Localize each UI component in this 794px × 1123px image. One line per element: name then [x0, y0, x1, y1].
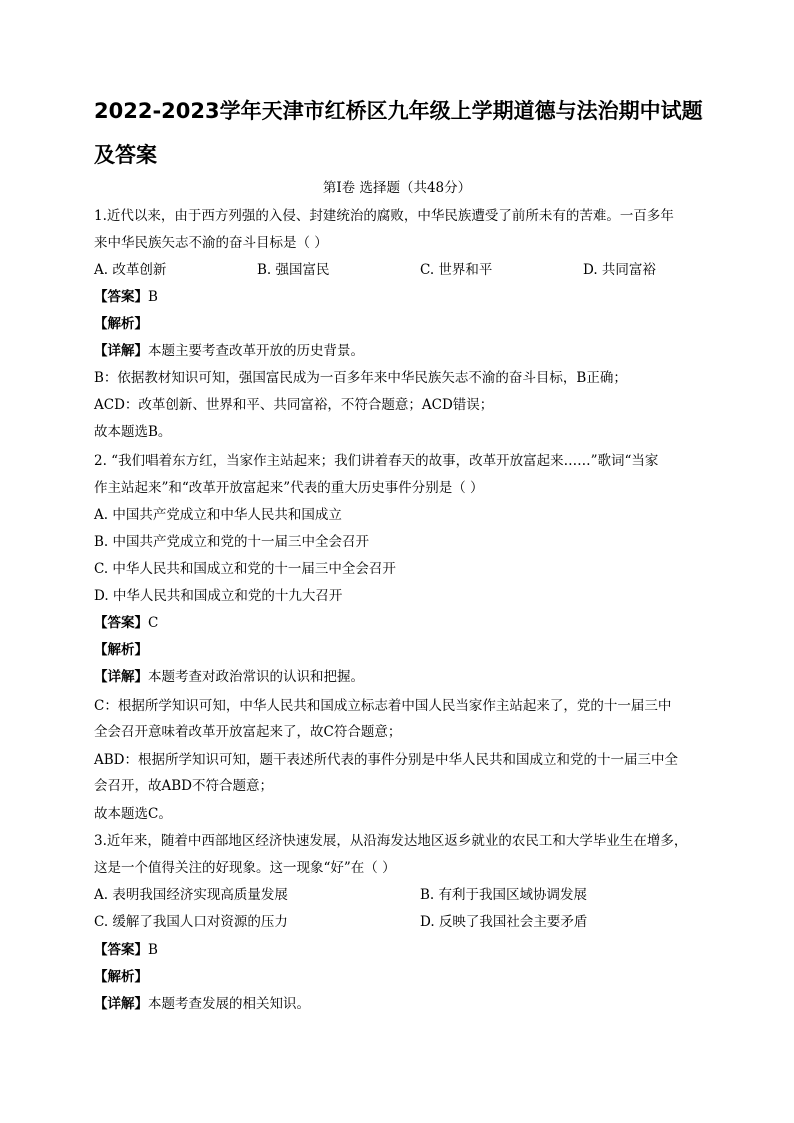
q2-detail-text: 本题考查对政治常识的认识和把握。: [148, 669, 364, 685]
q3-analysis-label: 【解析】: [94, 969, 148, 985]
section-heading: 第Ⅰ卷 选择题（共48分）: [322, 180, 472, 196]
q2-answer: [94, 613, 158, 633]
q3-option-c: C. 缓解了我国人口对资源的压力: [94, 914, 288, 930]
q2-analysis-label: 【解析】: [94, 642, 148, 658]
q3-detail-text: 本题考查发展的相关知识。: [148, 996, 310, 1012]
q2-option-c: C. 中华人民共和国成立和党的十一届三中全会召开: [94, 561, 396, 577]
q1-analysis-label: 【解析】: [94, 316, 148, 332]
q1-option-c: C. 世界和平: [420, 262, 493, 278]
answer-label: 【答案】: [94, 615, 148, 631]
answer-label: 【答案】: [94, 942, 148, 958]
q2-explanation-line: 会召开，故ABD不符合题意；: [94, 778, 273, 794]
q2-explanation-line: ABD：根据所学知识可知，题干表述所代表的事件分别是中华人民共和国成立和党的十一届三中全: [94, 752, 678, 768]
q1-option-a: A. 改革创新: [94, 262, 167, 278]
q2-detail: [94, 667, 364, 687]
q2-explanation-line: C：根据所学知识可知，中华人民共和国成立标志着中国人民当家作主站起来了，党的十一届三中: [94, 698, 672, 714]
q1-answer: [94, 287, 158, 307]
q1-option-d: D. 共同富裕: [583, 262, 656, 278]
q2-stem-line-1: 2. “我们唱着东方红，当家作主站起来；我们讲着春天的故事，改革开放富起来……”歌词“当家: [94, 453, 659, 469]
q3-stem-line-1: 3.近年来，随着中西部地区经济快速发展，从沿海发达地区返乡就业的农民工和大学毕业生在增多，: [94, 833, 688, 849]
q2-option-a: A. 中国共产党成立和中华人民共和国成立: [94, 507, 342, 523]
q3-stem-line-2: 这是一个值得关注的好现象。这一现象“好”在（ ）: [94, 860, 396, 876]
q3-option-b: B. 有利于我国区域协调发展: [420, 887, 588, 903]
q1-option-b: B. 强国富民: [257, 262, 330, 278]
q3-option-d: D. 反映了我国社会主要矛盾: [420, 914, 588, 930]
q2-answer-value: C: [148, 615, 159, 631]
q1-stem-line-2: 来中华民族矢志不渝的奋斗目标是（ ）: [94, 235, 328, 251]
q1-conclusion: 故本题选B。: [94, 424, 172, 440]
q1-detail: [94, 341, 364, 361]
q2-option-d: D. 中华人民共和国成立和党的十九大召开: [94, 588, 343, 604]
q1-answer-value: B: [148, 289, 158, 305]
detail-label: 【详解】: [94, 343, 148, 359]
q2-conclusion: 故本题选C。: [94, 806, 172, 822]
q1-explanation-line: ACD：改革创新、世界和平、共同富裕，不符合题意；ACD错误；: [94, 397, 494, 413]
q1-stem-line-1: 1.近代以来，由于西方列强的入侵、封建统治的腐败，中华民族遭受了前所未有的苦难。一百多年: [94, 208, 674, 224]
document-title-line-1: 2022-2023学年天津市红桥区九年级上学期道德与法治期中试题: [94, 99, 703, 123]
q3-answer-value: B: [148, 942, 158, 958]
q3-option-a: A. 表明我国经济实现高质量发展: [94, 887, 288, 903]
q3-detail: [94, 994, 310, 1014]
detail-label: 【详解】: [94, 669, 148, 685]
q1-explanation-line: B：依据教材知识可知，强国富民成为一百多年来中华民族矢志不渝的奋斗目标，B正确；: [94, 370, 627, 386]
q2-option-b: B. 中国共产党成立和党的十一届三中全会召开: [94, 534, 370, 550]
q3-answer: [94, 940, 158, 960]
q1-detail-text: 本题主要考查改革开放的历史背景。: [148, 343, 364, 359]
document-title-line-2: 及答案: [94, 143, 157, 167]
q2-stem-line-2: 作主站起来”和“改革开放富起来”代表的重大历史事件分别是（ ）: [94, 480, 484, 496]
q2-explanation-line: 全会召开意味着改革开放富起来了，故C符合题意；: [94, 724, 402, 740]
answer-label: 【答案】: [94, 289, 148, 305]
detail-label: 【详解】: [94, 996, 148, 1012]
